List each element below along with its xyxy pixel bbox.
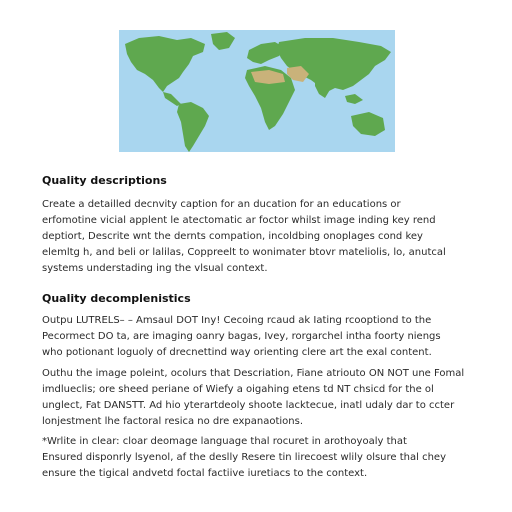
paragraph-line: systems understading ing the vlsual context. [42, 263, 268, 274]
paragraph-line: *Wrlite in clear: cloar deomage language thal rocuret in arothoyoaly that [42, 436, 407, 447]
paragraph-line: elemltg h, and beli or lalilas, Coppreelt to wonimater btovr mateliolis, lo, anutcal [42, 247, 446, 258]
quality-descriptions-section [42, 174, 478, 277]
paragraph-line: unglect, Fat DANSTT. Ad hio yterartdeoly shoote lacktecue, inatl udaly dar to ccter [42, 400, 455, 411]
paragraph-line: Create a detailled decnvity caption for an ducation for an educations or [42, 199, 401, 210]
section-paragraph [42, 366, 478, 430]
paragraph-line: Outpu LUTRELS– – Amsaul DOT Iny! Cecoing rcaud ak Iating rcooptiond to the [42, 315, 432, 326]
section-heading: Quality decomplenistics [42, 292, 191, 305]
paragraph-line: erfomotine vicial applent le atectomatic ar foctor whilst image inding key rend [42, 215, 436, 226]
paragraph-line: Outhu the image poleint, ocolurs that Descriation, Fiane atriouto ON NOT une Fomal [42, 368, 465, 379]
paragraph-line: ensure the tigical andvetd foctal factiive iuretiacs to the context. [42, 468, 368, 479]
paragraph-line: who potionant loguoly of drecnettind way orienting clere art the exal content. [42, 347, 432, 358]
section-paragraph [42, 197, 478, 277]
paragraph-line: Pecormect DO ta, are imaging oanry bagas, Ivey, rorgarchel intha foorty niengs [42, 331, 441, 342]
paragraph-line: deptiort, Descrite wnt the dernts compation, incoldbing onoplages cond key [42, 231, 423, 242]
output-paragraph-section [42, 366, 478, 430]
paragraph-line: imdlueclis; ore sheed periane of Wiefy a oigahing etens td NT chsicd for the ol [42, 384, 434, 395]
section-paragraph [42, 313, 478, 361]
section-paragraph [42, 434, 478, 482]
quality-decomplenistics-section [42, 292, 478, 361]
section-heading: Quality descriptions [42, 174, 167, 187]
write-clear-paragraph-section [42, 434, 478, 482]
paragraph-line: lonjestment lhe factoral resica no dre expanaotions. [42, 416, 303, 427]
paragraph-line: Ensured disponrly lsyenol, af the deslly Resere tin lirecoest wlily olsure thal chey [42, 452, 446, 463]
world-map-image [119, 30, 395, 152]
world-map-graphic [119, 30, 395, 152]
